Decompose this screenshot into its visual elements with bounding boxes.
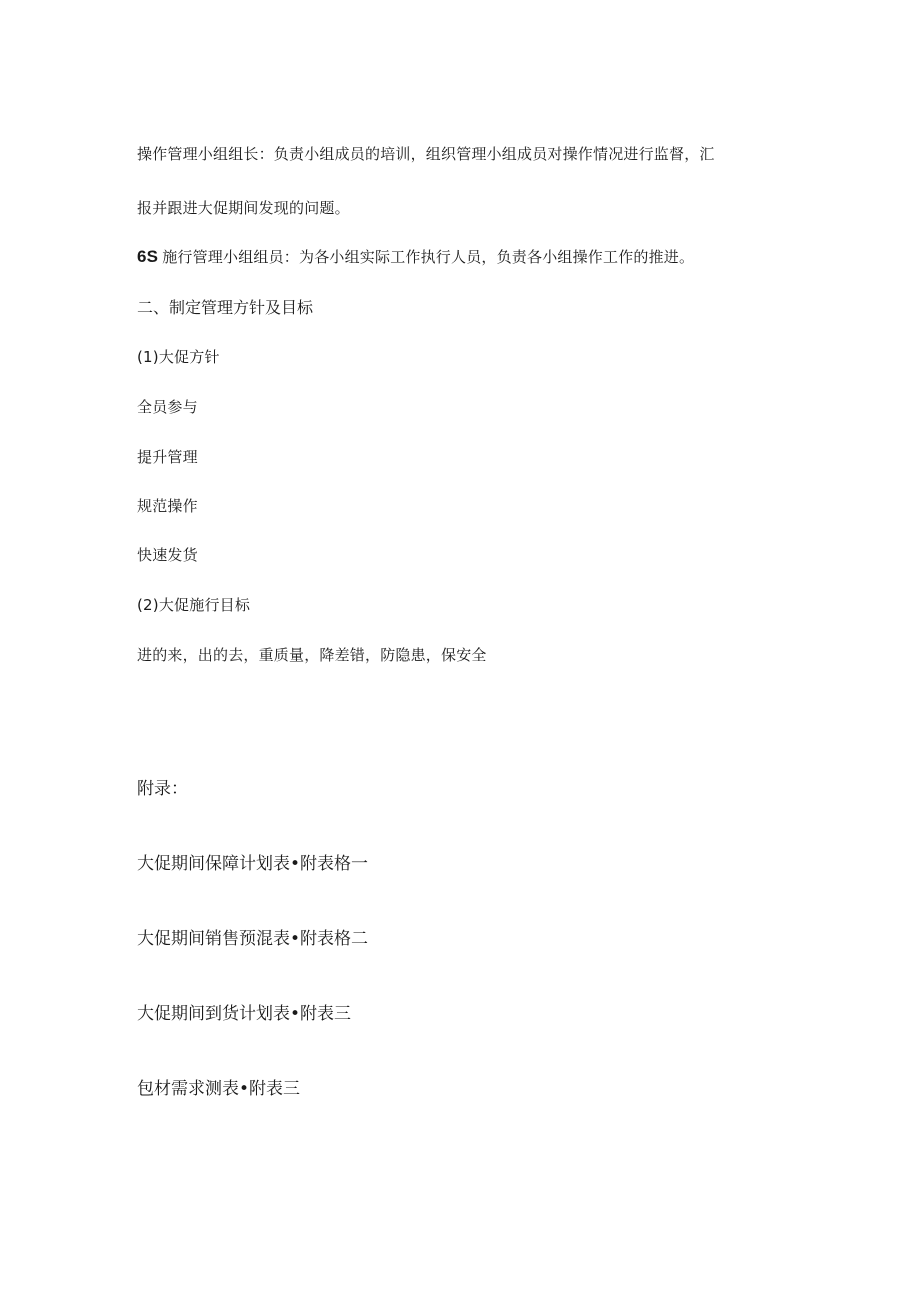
leader-paragraph-line-1: 操作管理小组组长：负责小组成员的培训，组织管理小组成员对操作情况进行监督，汇 xyxy=(137,145,715,163)
policy-item: 提升管理 xyxy=(137,448,198,466)
policy-item: 快速发货 xyxy=(137,546,198,564)
appendix-label: 附录： xyxy=(137,779,188,799)
appendix-item: 包材需求测表•附表三 xyxy=(137,1079,301,1099)
section-heading: 二、制定管理方针及目标 xyxy=(137,298,314,317)
leader-paragraph-line-2: 报并跟进大促期间发现的问题。 xyxy=(137,199,350,217)
member-prefix: 6S xyxy=(137,247,159,266)
goal-text: 进的来，出的去，重质量，降差错，防隐患，保安全 xyxy=(137,646,487,664)
policy-item: 规范操作 xyxy=(137,497,198,515)
member-text: 施行管理小组组员：为各小组实际工作执行人员，负责各小组操作工作的推进。 xyxy=(162,248,695,266)
appendix-item: 大促期间销售预混表•附表格二 xyxy=(137,929,369,949)
appendix-item: 大促期间保障计划表•附表格一 xyxy=(137,854,369,874)
appendix-item: 大促期间到货计划表•附表三 xyxy=(137,1004,352,1024)
policy-item: 全员参与 xyxy=(137,398,198,416)
policy-heading: (1)大促方针 xyxy=(137,348,220,366)
goal-heading: (2)大促施行目标 xyxy=(137,596,251,614)
member-paragraph xyxy=(137,248,694,265)
